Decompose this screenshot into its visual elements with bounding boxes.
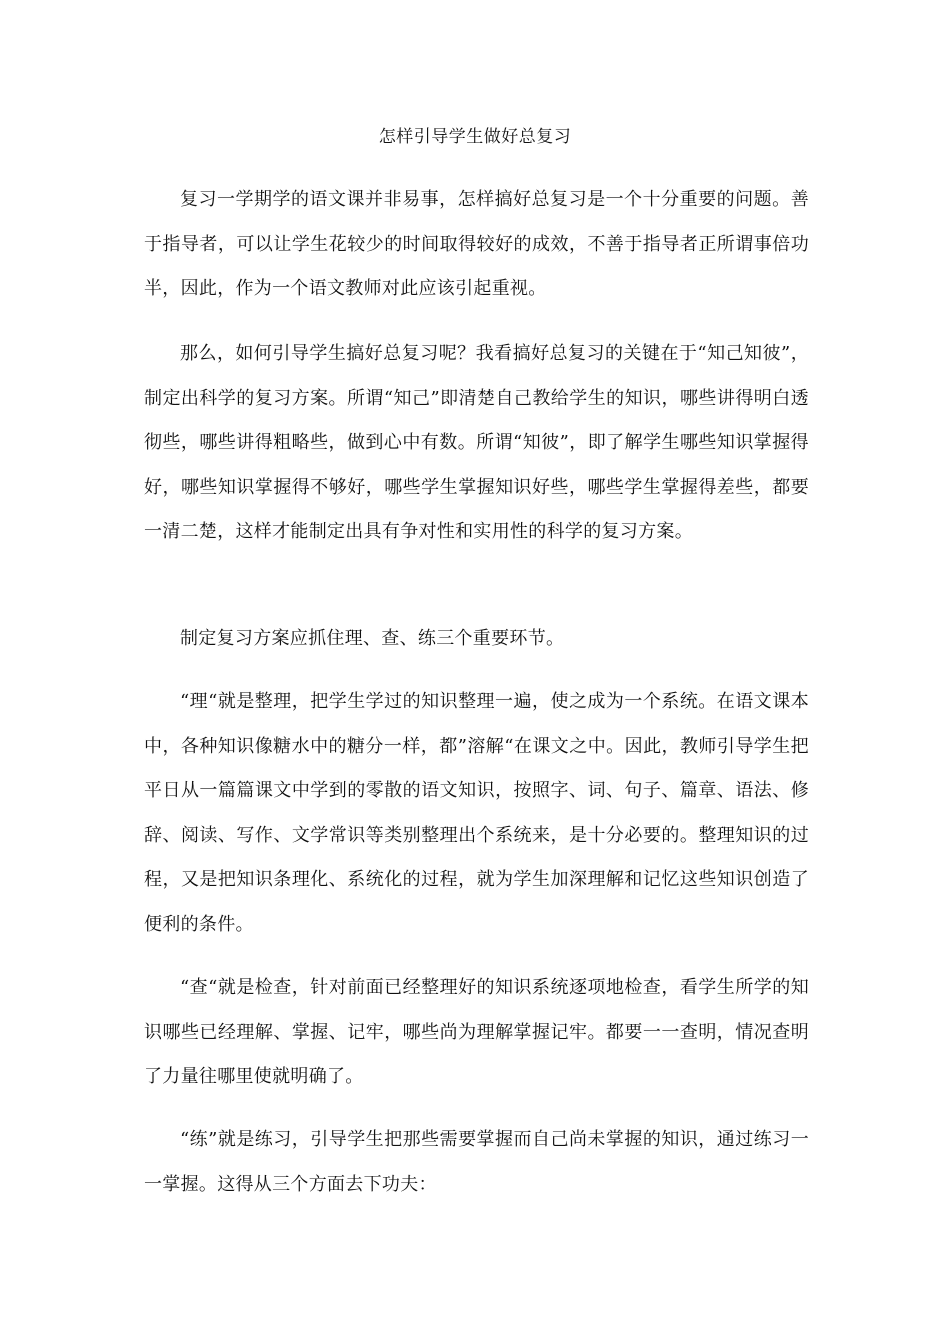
document-title: 怎样引导学生做好总复习 <box>378 127 572 147</box>
paragraph-intro: 复习一学期学的语文课并非易事，怎样搞好总复习是一个十分重要的问题。善于指导者，可以让学生花较少的时间取得较好的成效，不善于指导者正所谓事倍功半，因此，作为一个语文教师对此应该引起重视。 <box>144 189 809 299</box>
paragraph-check: “查“就是检查，针对前面已经整理好的知识系统逐项地检查，看学生所学的知识哪些已经理解、掌握、记牢，哪些尚为理解掌握记牢。都要一一查明，情况查明了力量往哪里使就明确了。 <box>144 977 809 1087</box>
paragraph-practice: “练”就是练习，引导学生把那些需要掌握而自己尚未掌握的知识，通过练习一一掌握。这得从三个方面去下功夫： <box>144 1129 809 1195</box>
paragraph-organize: “理“就是整理，把学生学过的知识整理一遍，使之成为一个系统。在语文课本中，各种知识像糖水中的糖分一样，都”溶解“在课文之中。因此，教师引导学生把平日从一篇篇课文中学到的零散的语文知识，按照字、词、句子、篇章、语法、修辞、阅读、写作、文学常识等类别整理出个系统来，是十分必要的。整理知识的过程，又是把知识条理化、系统化的过程，就为学生加深理解和记忆这些知识创造了便利的条件。 <box>144 691 809 935</box>
paragraph-know-yourself: 那么，如何引导学生搞好总复习呢？我看搞好总复习的关键在于“知己知彼”，制定出科学的复习方案。所谓“知己”即清楚自己教给学生的知识，哪些讲得明白透彻些，哪些讲得粗略些，做到心中有数。所谓“知彼”，即了解学生哪些知识掌握得好，哪些知识掌握得不够好，哪些学生掌握知识好些，哪些学生掌握得差些，都要一清二楚，这样才能制定出具有争对性和实用性的科学的复习方案。 <box>144 343 809 542</box>
paragraph-three-steps: 制定复习方案应抓住理、查、练三个重要环节。 <box>180 628 565 649</box>
